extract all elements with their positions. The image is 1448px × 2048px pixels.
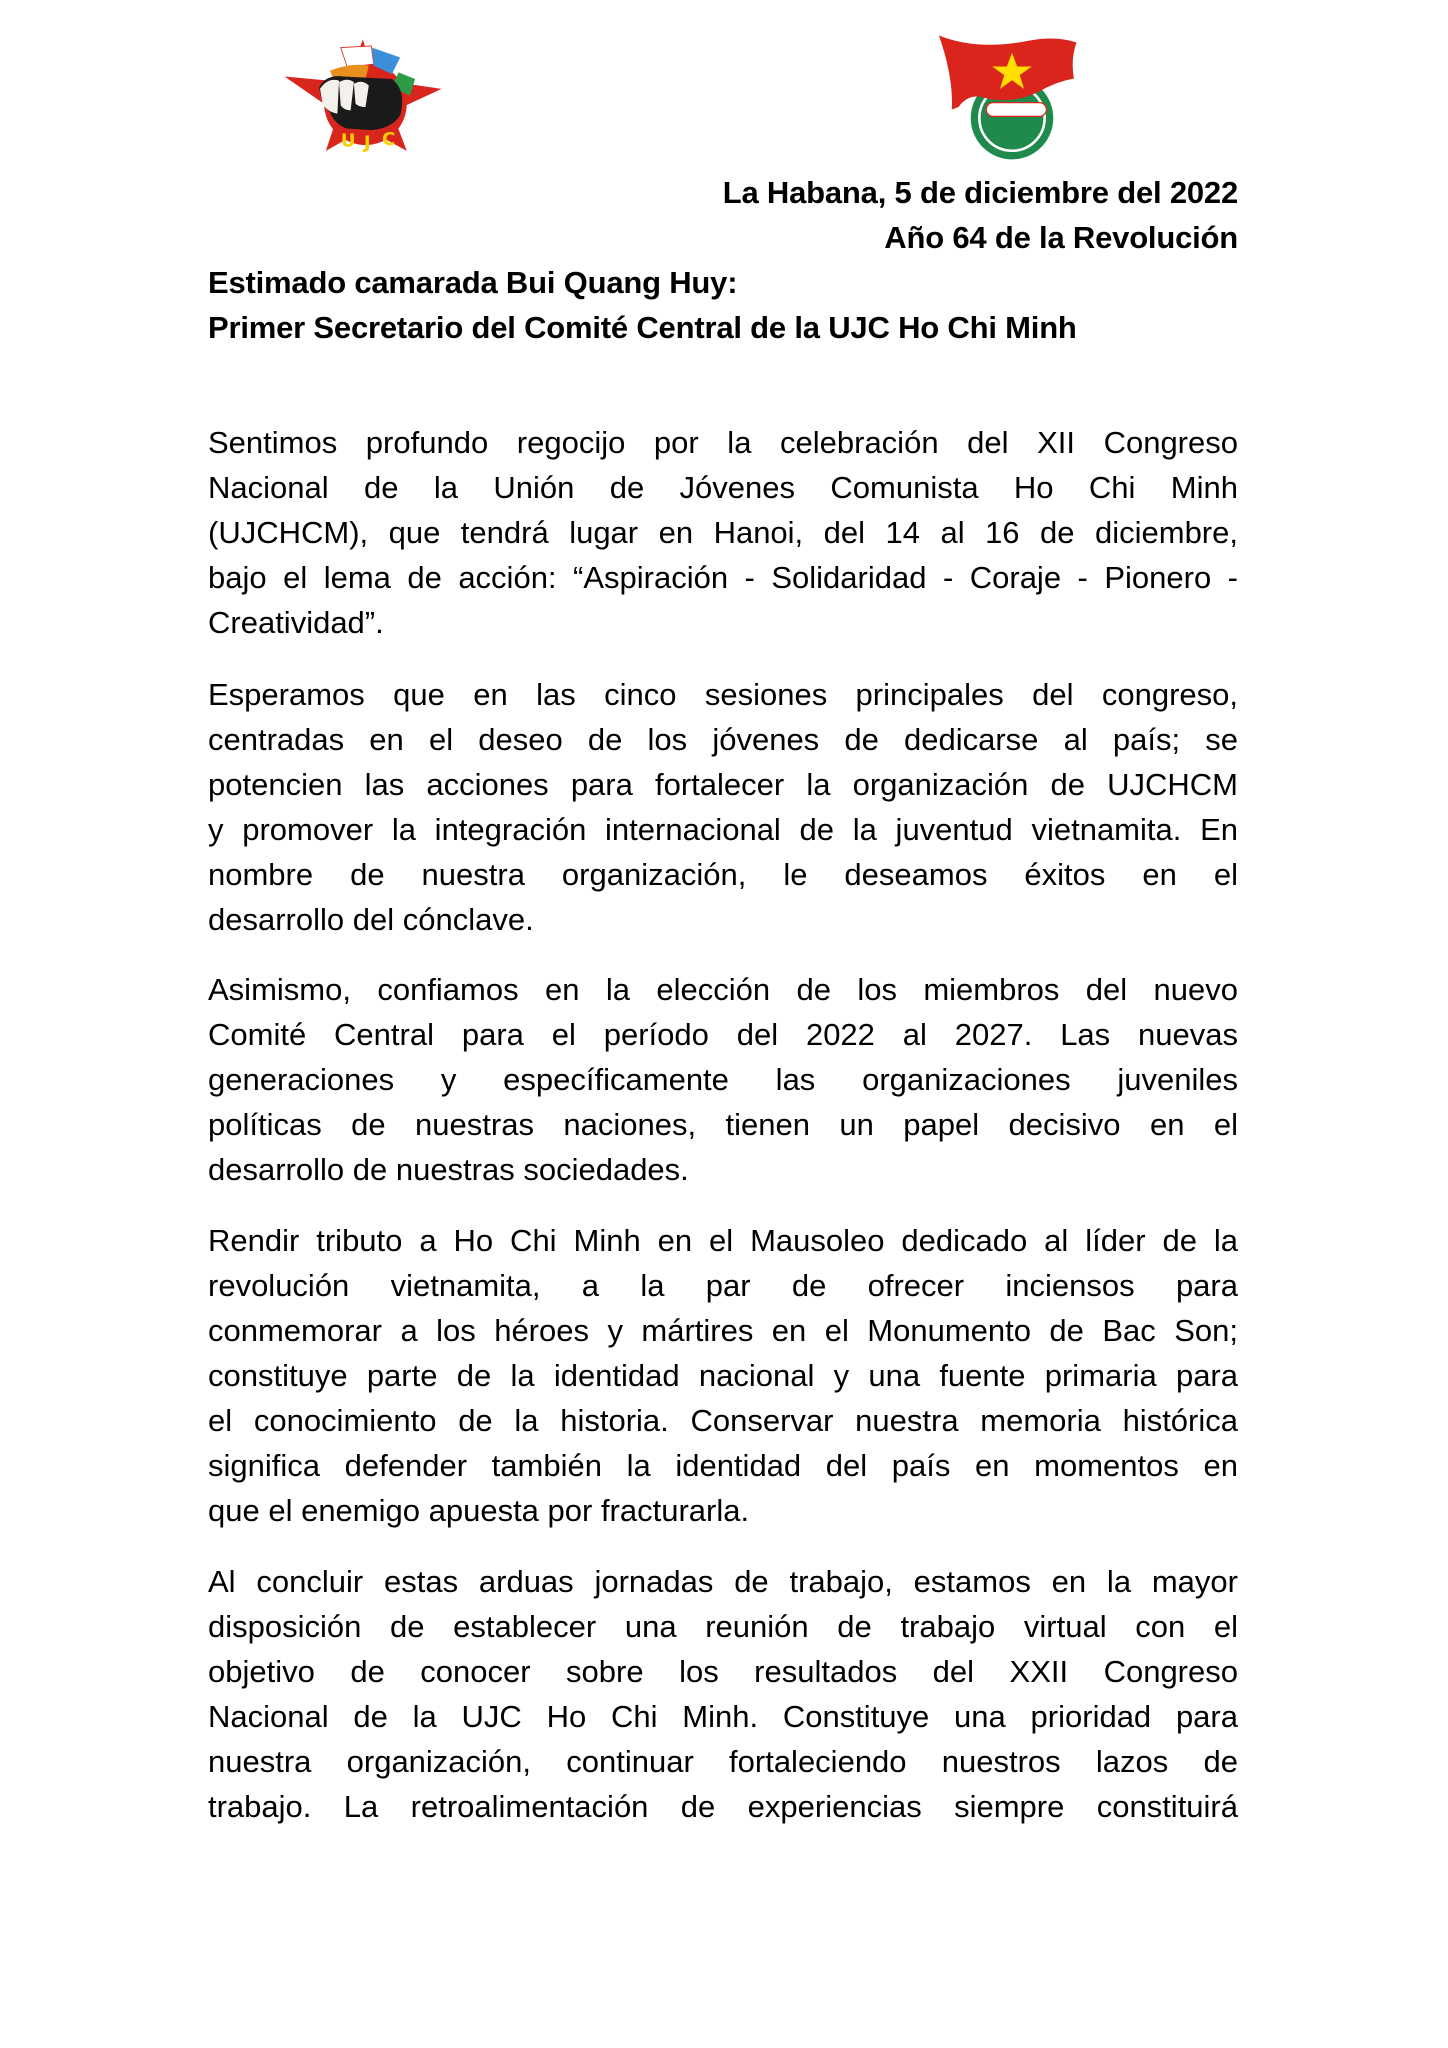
paragraph-line: generaciones y específicamente las organizaciones juveniles: [208, 1062, 1238, 1097]
paragraph-line: revolución vietnamita, a la par de ofrecer inciensos para: [208, 1268, 1238, 1303]
ujc-letter-c: C: [382, 129, 396, 151]
paragraph-1: [208, 420, 1238, 645]
paragraph-3: [208, 967, 1238, 1192]
paragraph-line: disposición de establecer una reunión de trabajo virtual con el: [208, 1609, 1238, 1644]
paragraph-line: que el enemigo apuesta por fracturarla.: [208, 1493, 750, 1528]
paragraph-line: nuestra organización, continuar fortaleciendo nuestros lazos de: [208, 1744, 1238, 1779]
revolution-year: Año 64 de la Revolución: [884, 220, 1238, 255]
paragraph-5: [208, 1559, 1238, 1829]
paragraph-line: conmemorar a los héroes y mártires en el Monumento de Bac Son;: [208, 1313, 1238, 1348]
paragraph-line: trabajo. La retroalimentación de experiencias siempre constituirá: [208, 1789, 1238, 1824]
paragraph-line: y promover la integración internacional de la juventud vietnamita. En: [208, 812, 1238, 847]
paragraph-line: (UJCHCM), que tendrá lugar en Hanoi, del 14 al 16 de diciembre,: [208, 515, 1238, 550]
hand-shape: [986, 103, 1046, 117]
estudio-banner: [341, 46, 374, 67]
paragraph-line: nombre de nuestra organización, le deseamos éxitos en el: [208, 857, 1238, 892]
doan-thanh-nien-logo: [926, 24, 1098, 164]
paragraph-line: Rendir tributo a Ho Chi Minh en el Mausoleo dedicado al líder de la: [208, 1223, 1238, 1258]
paragraph-line: desarrollo del cónclave.: [208, 902, 534, 937]
paragraph-line: Asimismo, confiamos en la elección de los miembros del nuevo: [208, 972, 1238, 1007]
greeting: Estimado camarada Bui Quang Huy:: [208, 265, 738, 300]
paragraph-line: potencien las acciones para fortalecer la organización de UJCHCM: [208, 767, 1238, 802]
paragraph-line: objetivo de conocer sobre los resultados del XXII Congreso: [208, 1654, 1238, 1689]
recipient-title: Primer Secretario del Comité Central de la UJC Ho Chi Minh: [208, 310, 1077, 345]
paragraph-line: bajo el lema de acción: “Aspiración - Solidaridad - Coraje - Pionero -: [208, 560, 1238, 595]
paragraph-line: centradas en el deseo de los jóvenes de dedicarse al país; se: [208, 722, 1238, 757]
ujc-letters: [341, 129, 396, 153]
letter-date: La Habana, 5 de diciembre del 2022: [722, 175, 1238, 210]
ujc-letter-u: U: [340, 130, 356, 152]
paragraph-line: Al concluir estas arduas jornadas de trabajo, estamos en la mayor: [208, 1564, 1238, 1599]
ujc-letter-j: J: [363, 132, 371, 154]
paragraph-line: Sentimos profundo regocijo por la celebración del XII Congreso: [208, 425, 1238, 460]
paragraph-line: significa defender también la identidad del país en momentos en: [208, 1448, 1238, 1483]
paragraph-line: constituye parte de la identidad nacional y una fuente primaria para: [208, 1358, 1238, 1393]
paragraph-line: desarrollo de nuestras sociedades.: [208, 1152, 689, 1187]
paragraph-line: Creatividad”.: [208, 605, 384, 640]
ujc-logo: [268, 28, 458, 158]
paragraph-4: [208, 1218, 1238, 1533]
paragraph-line: Nacional de la UJC Ho Chi Minh. Constituye una prioridad para: [208, 1699, 1238, 1734]
paragraph-2: [208, 672, 1238, 942]
paragraph-line: el conocimiento de la historia. Conservar nuestra memoria histórica: [208, 1403, 1238, 1438]
paragraph-line: Esperamos que en las cinco sesiones principales del congreso,: [208, 677, 1238, 712]
paragraph-line: Comité Central para el período del 2022 al 2027. Las nuevas: [208, 1017, 1238, 1052]
paragraph-line: políticas de nuestras naciones, tienen un papel decisivo en el: [208, 1107, 1238, 1142]
paragraph-line: Nacional de la Unión de Jóvenes Comunista Ho Chi Minh: [208, 470, 1238, 505]
